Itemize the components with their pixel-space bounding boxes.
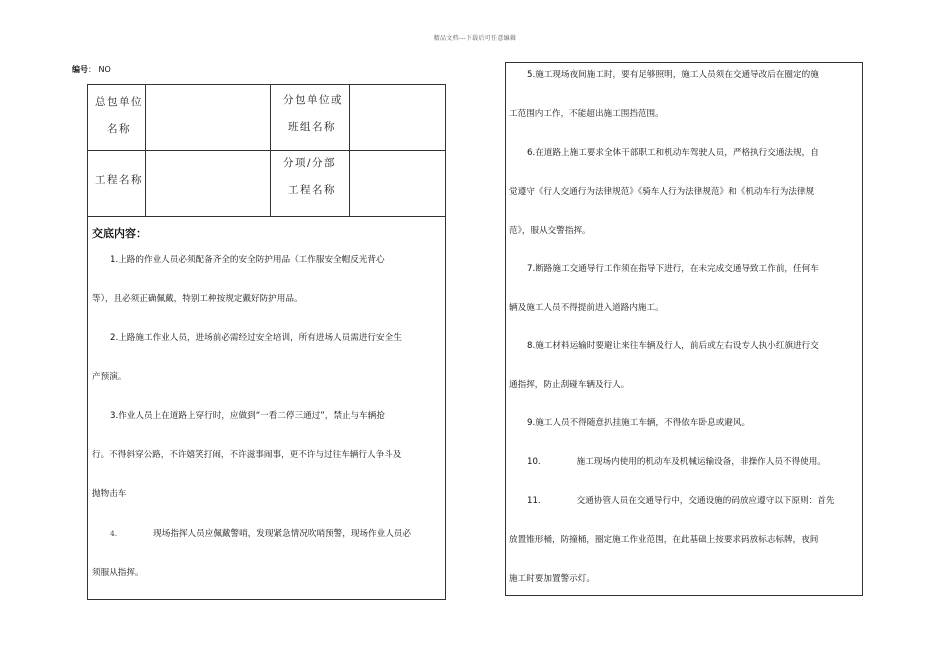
table-divider: [145, 85, 146, 217]
table-divider: [349, 85, 350, 217]
left-page: [87, 84, 446, 600]
watermark: 精品文档---下载后可任意编辑: [433, 35, 517, 42]
list-item: 1.上路的作业人员必须配备齐全的安全防护用品（工作服安全帽反光背心 等），且必须正确佩戴，特别工种按规定戴好防护用品。: [92, 255, 385, 304]
list-item: 4. 现场指挥人员应佩戴警哨，发现紧急情况吹哨预警，现场作业人员必 须服从指挥。: [92, 529, 411, 578]
table-divider: [88, 150, 445, 151]
list-item: 8.施工材料运输时要避让来往车辆及行人，前后或左右设专人执小红旗进行交 通指挥，防止刮碰车辆及行人。: [509, 341, 819, 390]
list-item: 3.作业人员上在道路上穿行时，应做到“一看二停三通过”，禁止与车辆抢 行。不得斜穿公路，不许嬉笑打闹，不许滋事闹事，更不许与过往车辆行人争斗及 抛物击车: [92, 411, 402, 499]
project-name-label: 工程名称: [95, 174, 143, 186]
list-item: 5.施工现场夜间施工时，要有足够照明，施工人员须在交通导改后在圈定的施 工范围内工作，不能超出施工围挡范围。: [509, 70, 819, 119]
right-page: [505, 62, 863, 596]
doc-no-value: NO: [98, 65, 111, 74]
list-item: 10. 施工现场内使用的机动车及机械运输设备，非操作人员不得使用。: [527, 457, 826, 467]
subcontractor-label: 分包单位或 班组名称: [283, 94, 343, 133]
section-title: 交底内容：: [92, 227, 147, 240]
general-contractor-label: 总包单位 名称: [95, 96, 143, 135]
doc-no-separator: ：: [88, 65, 96, 74]
info-table: [88, 85, 445, 217]
table-divider: [270, 85, 271, 217]
list-item: 7.断路施工交通导行工作须在指导下进行，在未完成交通导致工作前，任何车 辆及施工人员不得提前进入道路内施工。: [509, 264, 819, 313]
subitem-label: 分项/分部 工程名称: [283, 157, 337, 196]
doc-no-label: 编号: [72, 65, 88, 74]
list-item: 2.上路施工作业人员，进场前必需经过安全培训，所有进场人员需进行安全生 产预演。: [92, 333, 402, 382]
list-item: 11. 交通协管人员在交通导行中，交通设施的码放应遵守以下原则：首先 放置锥形桶，防撞桶，圈定施工作业范围，在此基础上按要求码放标志标牌，夜间 施工时要加置警示灯。: [509, 496, 835, 584]
list-item: 9.施工人员不得随意扒挂施工车辆，不得依车卧息或避风。: [527, 418, 751, 428]
list-item: 6.在道路上施工要求全体干部职工和机动车驾驶人员，严格执行交通法规，自 觉遵守《行人交通行为法律规范》《骑车人行为法律规范》和《机动车行为法律规 范》，服从交警指挥。: [509, 148, 819, 236]
document-number: [72, 64, 111, 75]
